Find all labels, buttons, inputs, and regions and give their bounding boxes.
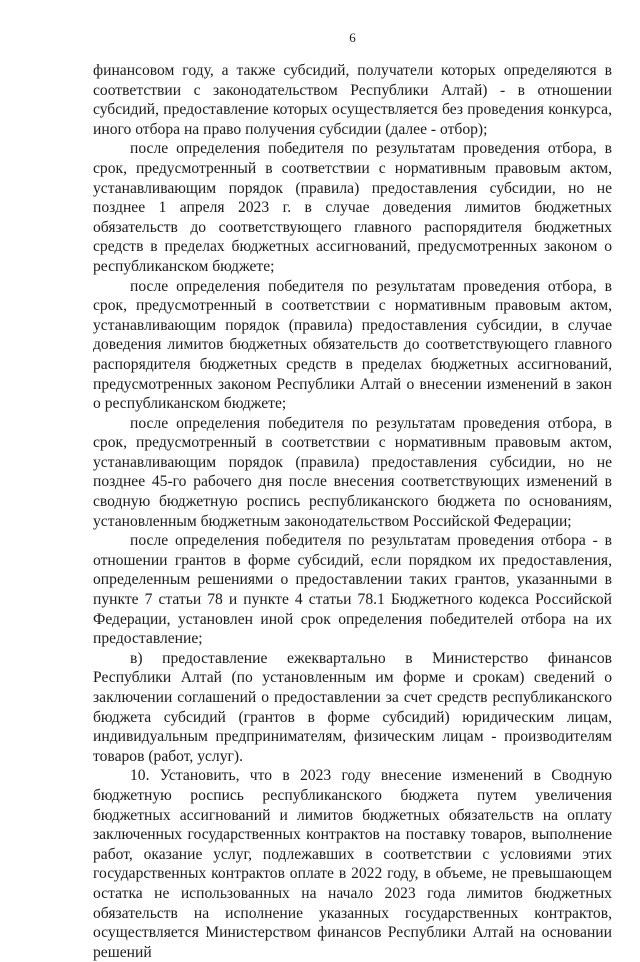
paragraph-deadline-45-day: после определения победителя по результатам проведения отбора, в срок, предусмотренный в соответствии с нормативным правовым актом, устанавливающим порядок (правила) предоставления субсидии, но не позднее 45-го рабочего дня после внесения соответствующих изменений в сводную бюджетную роспись республиканского бюджета по основаниям, установленным бюджетным законодательством Российской Федерации;: [93, 414, 612, 530]
page-number: 6: [349, 30, 356, 45]
paragraph-continuation: финансовом году, а также субсидий, получатели которых определяются в соответствии с законодательством Республики Алтай) - в отношении субсидий, предоставление которых осуществляется без проведения конкурса, иного отбора на право получения субсидии (далее - отбор);: [93, 62, 612, 138]
paragraph-deadline-amendment-law: после определения победителя по результатам проведения отбора, в срок, предусмотренный в соответствии с нормативным правовым актом, устанавливающим порядок (правила) предоставления субсидии, в случае доведения лимитов бюджетных обязательств до соответствующего главного распорядителя бюджетных средств в пределах бюджетных ассигнований, предусмотренных законом Республики Алтай о внесении изменений в закон о республиканском бюджете;: [93, 277, 612, 413]
paragraph-item-v: в) предоставление ежеквартально в Министерство финансов Республики Алтай (по установленным им форме и срокам) сведений о заключении соглашений о предоставлении за счет средств республиканского бюджета субсидий (грантов в форме субсидий) юридическим лицам, индивидуальным предпринимателям, физическим лицам - производителям товаров (работ, услуг).: [93, 649, 612, 765]
paragraph-deadline-april: после определения победителя по результатам проведения отбора, в срок, предусмотренный в соответствии с нормативным правовым актом, устанавливающим порядок (правила) предоставления субсидии, но не позднее 1 апреля 2023 г. в случае доведения лимитов бюджетных обязательств до соответствующего главного распорядителя бюджетных средств в пределах бюджетных ассигнований, предусмотренных законом о республиканском бюджете;: [93, 140, 612, 275]
paragraph-grants: после определения победителя по результатам проведения отбора - в отношении грантов в форме субсидий, если порядком их предоставления, определенным решениями о предоставлении таких грантов, указанными в пункте 7 статьи 78 и пункте 4 статьи 78.1 Бюджетного кодекса Российской Федерации, установлен иной срок определения победителей отбора на их предоставление;: [93, 532, 612, 648]
paragraph-item-10: 10. Установить, что в 2023 году внесение изменений в Сводную бюджетную роспись республиканского бюджета путем увеличения бюджетных ассигнований и лимитов бюджетных обязательств на оплату заключенных государственных контрактов на поставку товаров, выполнение работ, оказание услуг, подлежавших в соответствии с условиями этих государственных контрактов оплате в 2022 году, в объеме, не превышающем остатка не использованных на начало 2023 года лимитов бюджетных обязательств на исполнение указанных государственных контрактов, осуществляется Министерством финансов Республики Алтай на основании решений: [93, 767, 612, 961]
